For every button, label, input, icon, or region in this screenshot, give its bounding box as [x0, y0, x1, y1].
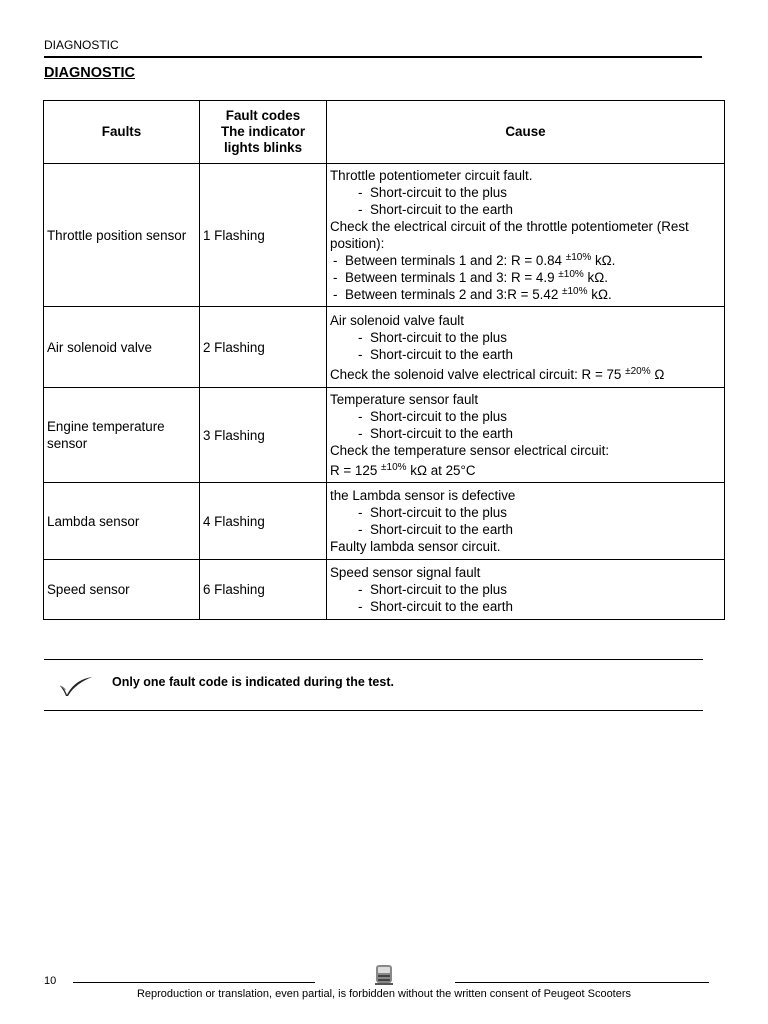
cause-extra: Faulty lambda sensor circuit. [330, 539, 501, 554]
table-row [44, 307, 725, 388]
cause-cell [327, 388, 725, 483]
list-dash: - [333, 270, 338, 285]
cause-cell [327, 164, 725, 307]
header-fault-codes [200, 101, 327, 164]
fault-cell: Lambda sensor [44, 483, 200, 560]
cause-item-text: Short-circuit to the earth [370, 426, 513, 441]
table-row [44, 164, 725, 307]
cause-cell [327, 307, 725, 388]
cause-item [330, 346, 721, 363]
table-header-row [44, 101, 725, 164]
cause-item [330, 521, 721, 538]
cause-item-text: Short-circuit to the earth [370, 202, 513, 217]
list-dash: - [358, 202, 363, 217]
cause-item [330, 581, 721, 598]
list-dash: - [333, 253, 338, 268]
code-cell: 2 Flashing [200, 307, 327, 388]
peugeot-scooter-logo [372, 962, 396, 986]
cause-item-text: Short-circuit to the earth [370, 346, 513, 362]
tolerance: ±10% [381, 462, 407, 473]
cause-check: Check the electrical circuit of the throttle potentiometer (Rest position): [330, 219, 689, 251]
cause-item [330, 184, 721, 201]
list-dash: - [358, 185, 363, 200]
cause-item [330, 504, 721, 521]
unit: kΩ at 25°C [410, 463, 476, 478]
list-dash: - [358, 522, 363, 537]
cause-item-text: Short-circuit to the plus [370, 185, 507, 200]
cause-title: the Lambda sensor is defective [330, 488, 516, 503]
table-row [44, 560, 725, 620]
list-dash: - [358, 599, 363, 614]
page-number: 10 [44, 975, 57, 987]
cause-item-text: Short-circuit to the plus [370, 505, 507, 520]
unit: kΩ. [587, 270, 608, 285]
unit: Ω [654, 366, 665, 382]
cause-item [330, 201, 721, 218]
cause-title: Throttle potentiometer circuit fault. [330, 168, 533, 183]
header-codes-line: lights blinks [223, 140, 303, 155]
header-faults: Faults [44, 101, 200, 164]
fault-cell: Speed sensor [44, 560, 200, 620]
list-dash: - [358, 409, 363, 424]
list-dash: - [358, 505, 363, 520]
header-codes-line: The indicator [220, 124, 306, 139]
tolerance: ±10% [562, 286, 588, 297]
cause-item-text: Short-circuit to the plus [370, 409, 507, 424]
value-text: R = 125 [330, 463, 378, 478]
measure-text: Between terminals 2 and 3:R = 5.42 [345, 287, 559, 302]
measure-text: Between terminals 1 and 3: R = 4.9 [345, 270, 555, 285]
header-cause: Cause [327, 101, 725, 164]
check-text: Check the solenoid valve electrical circuit: R = 75 [330, 366, 622, 382]
code-cell: 1 Flashing [200, 164, 327, 307]
table-row [44, 483, 725, 560]
tolerance: ±10% [558, 269, 584, 280]
section-title: DIAGNOSTIC [44, 65, 136, 81]
footer-rule-right [455, 982, 709, 983]
note-text: Only one fault code is indicated during the test. [112, 675, 394, 689]
code-cell: 6 Flashing [200, 560, 327, 620]
list-dash: - [358, 346, 363, 362]
cause-title: Speed sensor signal fault [330, 565, 481, 580]
list-dash: - [358, 426, 363, 441]
cause-measure [330, 252, 721, 269]
list-dash: - [358, 582, 363, 597]
code-cell: 3 Flashing [200, 388, 327, 483]
footer-rule-left [73, 982, 315, 983]
cause-item [330, 408, 721, 425]
cause-measure [330, 286, 721, 303]
tolerance: ±10% [565, 252, 592, 263]
checkmark-icon [58, 674, 94, 698]
measure-text: Between terminals 1 and 2: R = 0.84 [345, 253, 562, 268]
list-dash: - [358, 329, 363, 345]
table-row [44, 388, 725, 483]
cause-measure [330, 269, 721, 286]
fault-cell: Engine temperature sensor [44, 388, 200, 483]
cause-title: Temperature sensor fault [330, 392, 479, 407]
cause-item-text: Short-circuit to the earth [370, 599, 513, 614]
cause-item-text: Short-circuit to the plus [370, 329, 507, 345]
note-rule-top [44, 659, 703, 660]
cause-check [330, 366, 721, 383]
fault-cell: Air solenoid valve [44, 307, 200, 388]
cause-check: Check the temperature sensor electrical circuit: [330, 443, 610, 458]
tolerance: ±20% [625, 365, 651, 377]
header-codes-line: Fault codes [225, 108, 301, 123]
unit: kΩ. [594, 253, 616, 268]
cause-cell [327, 560, 725, 620]
running-head: DIAGNOSTIC [44, 38, 119, 52]
note-rule-bottom [44, 710, 703, 711]
diagnostic-table [43, 100, 725, 620]
unit: kΩ. [591, 287, 612, 302]
cause-item-text: Short-circuit to the plus [370, 582, 507, 597]
cause-item [330, 598, 721, 615]
cause-item [330, 425, 721, 442]
fault-cell: Throttle position sensor [44, 164, 200, 307]
cause-item-text: Short-circuit to the earth [370, 522, 513, 537]
cause-cell [327, 483, 725, 560]
code-cell: 4 Flashing [200, 483, 327, 560]
cause-value [330, 462, 721, 479]
header-rule [44, 56, 702, 58]
cause-item [330, 329, 721, 346]
list-dash: - [333, 287, 338, 302]
cause-title: Air solenoid valve fault [330, 312, 464, 328]
copyright-notice: Reproduction or translation, even partial, is forbidden without the written consent of Peugeot Scooters [136, 988, 632, 1000]
